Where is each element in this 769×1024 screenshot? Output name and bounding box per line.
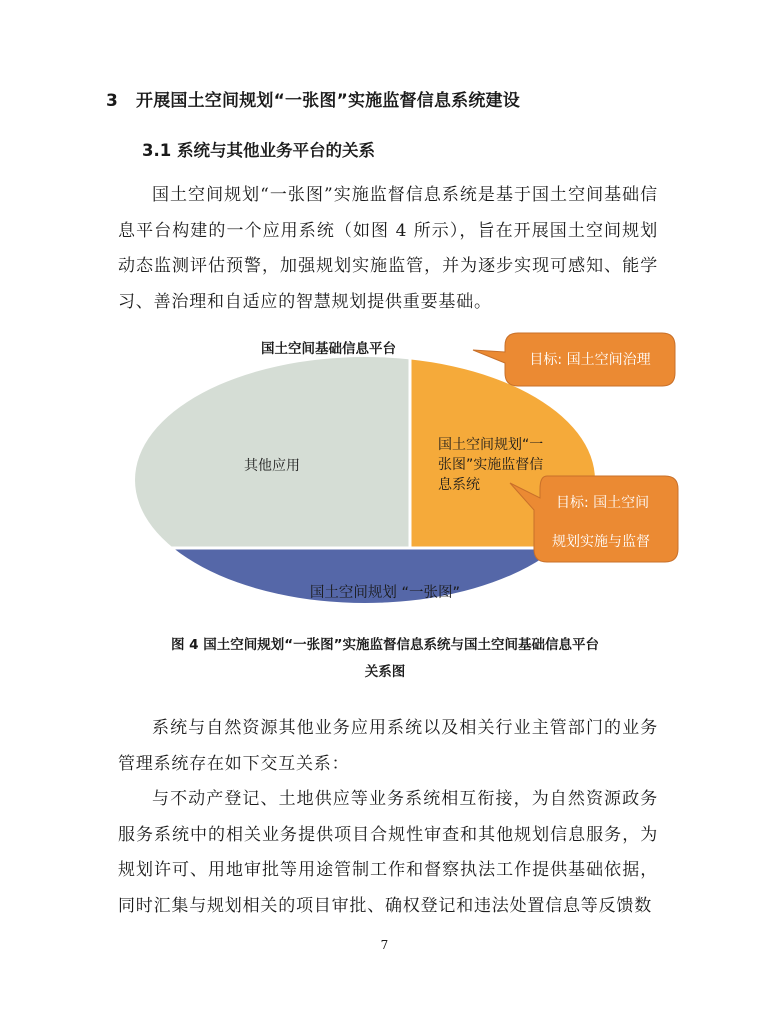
paragraph-intro: 国土空间规划“一张图”实施监督信息系统是基于国土空间基础信息平台构建的一个应用系统（如图 4 所示），旨在开展国土空间规划动态监测评估预警，加强规划实施监管，并为逐步实现可感知、能学习、善治理和自适应的智慧规划提供重要基础。	[118, 185, 658, 312]
callout-top-text: 目标: 国土空间治理	[529, 352, 651, 368]
callout-right-line: 规划实施与监督	[552, 534, 650, 550]
subsection-heading: 3.1 系统与其他业务平台的关系	[142, 141, 375, 160]
platform-label: 国土空间基础信息平台	[261, 341, 396, 357]
system-label-line: 息系统	[438, 477, 480, 493]
other-apps-segment	[130, 352, 410, 548]
system-label-line: 张图”实施监督信	[438, 457, 544, 473]
section-number: 3	[106, 91, 119, 111]
other-apps-label: 其他应用	[244, 458, 300, 474]
caption-line: 图 4 国土空间规划“一张图”实施监督信息系统与国土空间基础信息平台	[170, 637, 600, 653]
caption-line: 关系图	[364, 664, 406, 680]
paragraph-integration: 与不动产登记、土地供应等业务系统相互衔接，为自然资源政务服务系统中的相关业务提供项目合规性审查和其他规划信息服务，为规划许可、用地审批等用途管制工作和督察执法工作提供基础依据，同时汇集与规划相关的项目审批、确权登记和违法处置信息等反馈数	[118, 789, 658, 916]
base-label: 国土空间规划 “一张图”	[309, 585, 461, 601]
paragraph-interaction: 系统与自然资源其他业务应用系统以及相关行业主管部门的业务管理系统存在如下交互关系：	[118, 718, 658, 774]
system-label-line: 国土空间规划“一	[438, 437, 544, 453]
section-title: 开展国土空间规划“一张图”实施监督信息系统建设	[136, 91, 520, 111]
page-number: 7	[380, 938, 389, 952]
figure-caption	[110, 632, 660, 686]
callout-right-line: 目标: 国土空间	[556, 495, 650, 511]
